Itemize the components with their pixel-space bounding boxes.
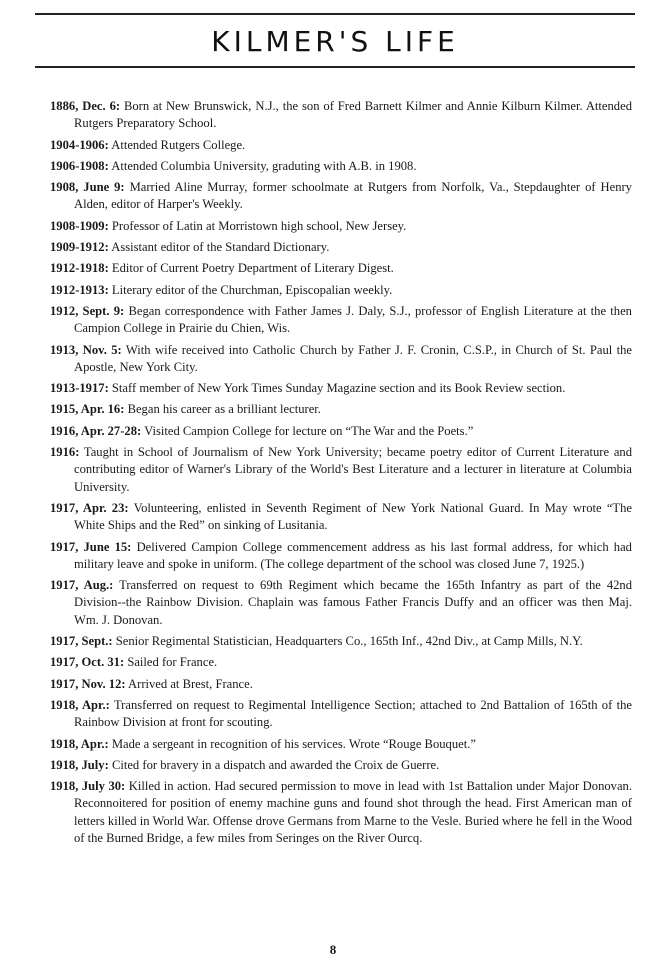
page-number: 8 — [329, 942, 337, 957]
entry-text: With wife received into Catholic Church by Father J. F. Cronin, C.S.P., in Church of St. Paul the Apostle, New York City. — [74, 342, 633, 374]
entry-date: 1909-1912: — [50, 240, 109, 255]
entry-text: Senior Regimental Statistician, Headquarters Co., 165th Inf., 42nd Div., at Camp Mills, N.Y. — [115, 634, 583, 649]
entry-text: Began his career as a brilliant lecturer. — [127, 402, 321, 417]
chronology-entry — [50, 179, 632, 214]
chronology-entry — [50, 137, 632, 154]
entry-date: 1908-1909: — [50, 218, 109, 233]
entry-date: 1917, June 15: — [50, 539, 132, 554]
entry-date: 1918, Apr.: — [50, 736, 109, 751]
entry-date: 1913, Nov. 5: — [50, 342, 122, 357]
entry-text: Born at New Brunswick, N.J., the son of Fred Barnett Kilmer and Annie Kilburn Kilmer. Attended Rutgers Preparatory School. — [74, 99, 632, 131]
entry-date: 1906-1908: — [50, 158, 109, 173]
entry-text: Literary editor of the Churchman, Episcopalian weekly. — [111, 282, 393, 297]
entry-date: 1918, Apr.: — [50, 697, 110, 712]
entry-text: Attended Rutgers College. — [111, 137, 246, 152]
entry-text: Cited for bravery in a dispatch and awarded the Croix de Guerre. — [111, 757, 440, 772]
entry-text: Assistant editor of the Standard Dictionary. — [111, 240, 330, 255]
entry-text: Killed in action. Had secured permission to move in lead with 1st Battalion under Major Donovan. Reconnoitered for position of enemy machine guns and found shot through the head. First American man of letters killed in World War. Offense drove Germans from Marne to the Vesle. Buried where he fell in the Wood of the Burned Bridge, a few miles from Seringes on the River Ourcq. — [74, 779, 632, 845]
entry-text: Delivered Campion College commencement address as his last formal address, for which had military leave and spoke in uniform. (The college department of the school was closed June 7, 1925.) — [74, 539, 632, 571]
page-title: KILMER'S LIFE — [211, 25, 459, 58]
entry-text: Transferred on request to 69th Regiment which became the 165th Infantry as part of the 42nd Division--the Rainbow Division. Chaplain was famous Father Francis Duffy and an officer was then Maj. Wm. J. Donovan. — [74, 578, 633, 627]
chronology-entry — [50, 676, 632, 693]
entry-date: 1917, Apr. 23: — [50, 500, 129, 515]
entry-text: Made a sergeant in recognition of his services. Wrote “Rouge Bouquet.” — [111, 736, 476, 751]
chronology-entry — [50, 633, 632, 650]
chronology-entry — [50, 401, 632, 418]
entry-text: Volunteering, enlisted in Seventh Regiment of New York National Guard. In May wrote “The White Ships and the Red” on sinking of Lusitania. — [74, 500, 633, 533]
chronology-entry — [50, 778, 632, 847]
top-rule — [35, 13, 635, 15]
entry-date: 1913-1917: — [50, 381, 109, 396]
entry-date: 1912, Sept. 9: — [50, 303, 125, 318]
entry-text: Staff member of New York Times Sunday Magazine section and its Book Review section. — [111, 381, 566, 396]
chronology-entry — [50, 577, 632, 629]
entry-date: 1917, Sept.: — [50, 634, 113, 649]
entry-date: 1918, July 30: — [50, 779, 126, 794]
entry-date: 1912-1918: — [50, 261, 109, 276]
entry-date: 1916, Apr. 27-28: — [50, 423, 142, 438]
chronology-entry — [50, 380, 632, 397]
bottom-rule — [35, 66, 635, 68]
chronology-entry — [50, 303, 632, 338]
entry-text: Sailed for France. — [127, 655, 218, 670]
entry-date: 1918, July: — [50, 757, 109, 772]
entry-date: 1917, Nov. 12: — [50, 676, 126, 691]
entry-date: 1917, Aug.: — [50, 578, 114, 593]
chronology-entry — [50, 342, 632, 377]
chronology-entry — [50, 423, 632, 440]
entry-date: 1917, Oct. 31: — [50, 655, 125, 670]
entry-text: Editor of Current Poetry Department of Literary Digest. — [111, 261, 394, 276]
entry-date: 1915, Apr. 16: — [50, 402, 125, 417]
chronology-entry — [50, 260, 632, 277]
entry-date: 1916: — [50, 445, 80, 460]
chronology-entry — [50, 218, 632, 235]
chronology-entry — [50, 500, 632, 535]
entry-text: Transferred on request to Regimental Intelligence Section; attached to 2nd Battalion of 165th of the Rainbow Division at front for scouting. — [74, 697, 632, 730]
chronology-entry — [50, 239, 632, 256]
chronology-entry — [50, 282, 632, 299]
entry-text: Attended Columbia University, graduting with A.B. in 1908. — [111, 158, 417, 173]
chronology-entry — [50, 697, 632, 732]
chronology-entry — [50, 654, 632, 671]
entry-text: Professor of Latin at Morristown high school, New Jersey. — [111, 218, 407, 233]
chronology-entry — [50, 757, 632, 774]
entry-date: 1904-1906: — [50, 137, 109, 152]
chronology-entry — [50, 98, 632, 133]
entry-text: Married Aline Murray, former schoolmate at Rutgers from Norfolk, Va., Stepdaughter of Henry Alden, editor of Harper's Weekly. — [74, 180, 632, 212]
chronology-entry — [50, 158, 632, 175]
chronology-entry — [50, 539, 632, 574]
entry-date: 1908, June 9: — [50, 180, 125, 195]
entry-text: Visited Campion College for lecture on “The War and the Poets.” — [144, 423, 474, 438]
entry-text: Taught in School of Journalism of New York University; became poetry editor of Current Literature and contributing editor of Warner's Library of the World's Best Literature and a lecturer in literature at Columbia University. — [74, 445, 632, 494]
chronology-entry — [50, 444, 632, 496]
entry-date: 1886, Dec. 6: — [50, 99, 121, 113]
chronology-entry — [50, 736, 632, 753]
entry-text: Began correspondence with Father James J. Daly, S.J., professor of English Literature at the then Campion College in Prairie du Chien, Wis. — [74, 303, 632, 336]
entry-text: Arrived at Brest, France. — [128, 676, 253, 691]
chronology-list — [50, 98, 632, 851]
entry-date: 1912-1913: — [50, 282, 109, 297]
